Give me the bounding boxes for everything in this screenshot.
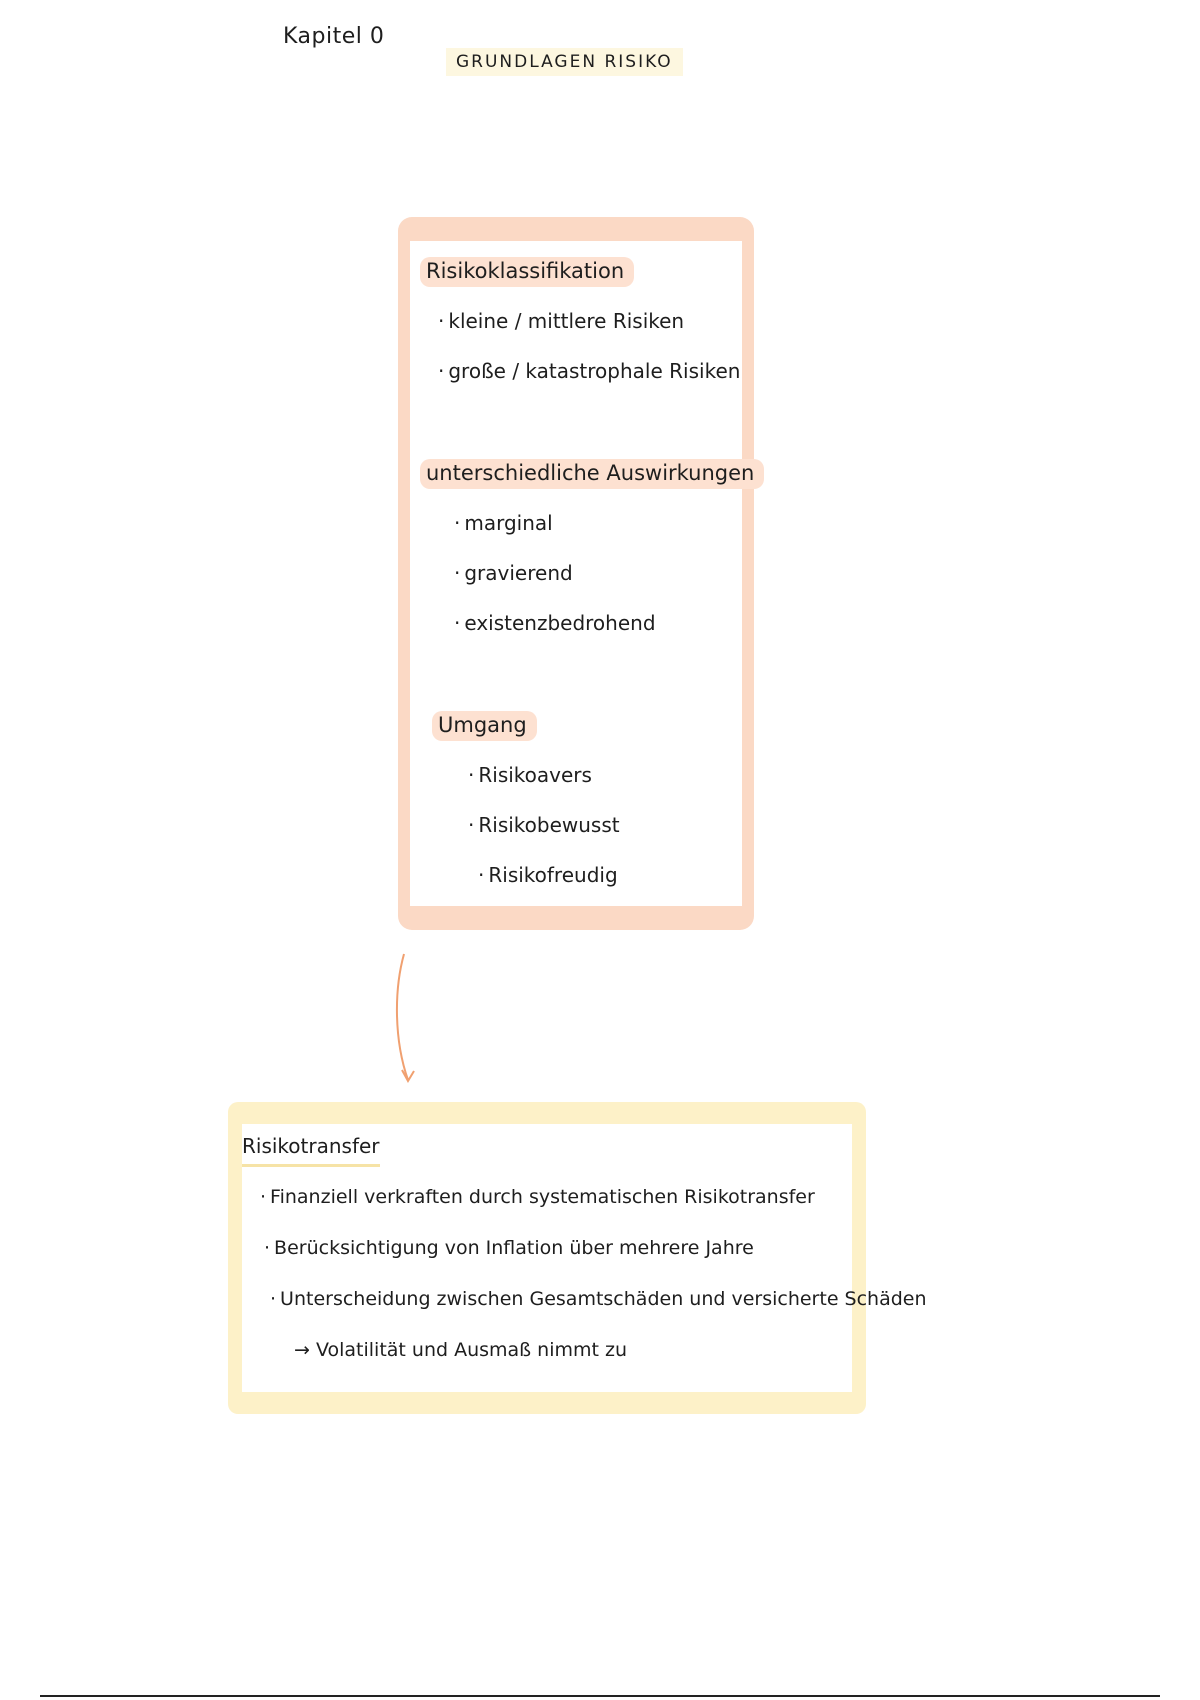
risk-transfer-content [242,1124,927,1392]
list-item: · marginal [454,511,553,535]
list-item: · Finanziell verkraften durch systematischen Risikotransfer [260,1186,815,1208]
list-item: · große / katastrophale Risiken [438,359,740,383]
list-item: · Risikoavers [468,763,592,787]
page-divider [40,1695,1160,1697]
page-title: GRUNDLAGEN RISIKO [446,48,683,76]
list-item: · kleine / mittlere Risiken [438,309,684,333]
risk-overview-content [410,241,755,906]
section-heading-risikotransfer: Risikotransfer [242,1134,380,1167]
list-item: · Unterscheidung zwischen Gesamtschäden und versicherte Schäden [270,1288,927,1310]
risk-overview-box [398,217,754,930]
list-item: · Risikofreudig [478,863,618,887]
section-heading-auswirkungen: unterschiedliche Auswirkungen [420,459,764,489]
chapter-label: Kapitel 0 [283,24,385,49]
note-text: → Volatilität und Ausmaß nimmt zu [294,1339,628,1361]
down-arrow-icon [390,950,430,1090]
risk-transfer-box [228,1102,927,1414]
section-heading-risikoklassifikation: Risikoklassifikation [420,257,634,287]
list-item: · Berücksichtigung von Inflation über mehrere Jahre [264,1237,754,1259]
list-item: · gravierend [454,561,573,585]
section-heading-umgang: Umgang [432,711,537,741]
list-item: · Risikobewusst [468,813,620,837]
list-item: · existenzbedrohend [454,611,656,635]
